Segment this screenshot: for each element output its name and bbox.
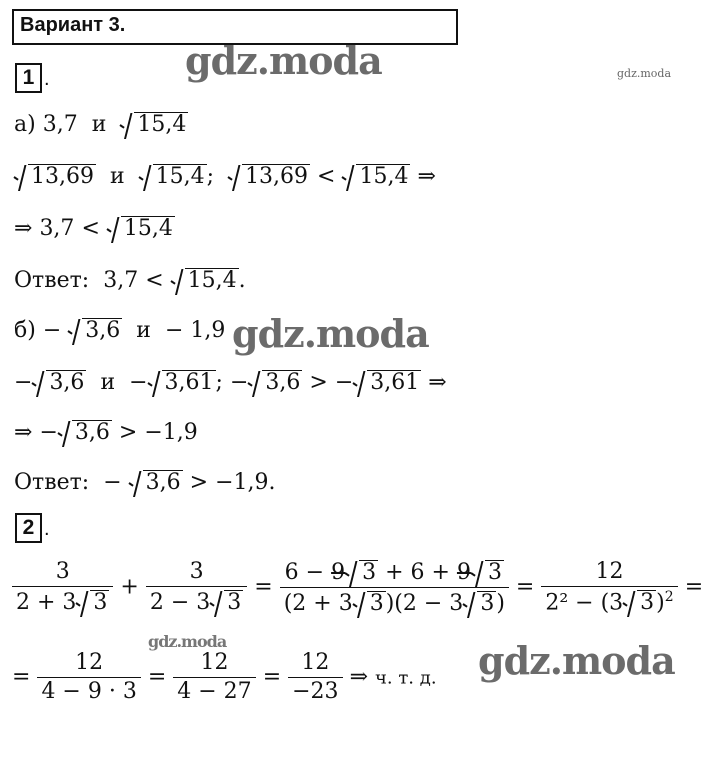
task1-line-b2: − 3,6 и − 3,61; − 3,6 > − 3,61 ⇒ [14, 370, 447, 395]
watermark: gdz.moda [148, 632, 227, 651]
fraction: $\frac{12}{-23}$ [288, 652, 342, 703]
task-number-1: 1 [15, 63, 42, 93]
fraction: 3 2 − 3 3 [146, 561, 247, 614]
task1-answer-b: Ответ: − 3,6 > −1,9. [14, 470, 276, 495]
fraction: 12 2² − (3 3)$^2$ [541, 561, 677, 614]
task1-line-b: б) − 3,6 и − 1,9 [14, 318, 226, 343]
fraction: 3 2 + 3 3 [12, 561, 113, 614]
task-number-2: 2 [15, 513, 42, 543]
fraction: $\frac{12}{4 - 9 \cdot 3}$ [37, 652, 140, 703]
fraction: $\frac{12}{4 - 27}$ [173, 652, 255, 703]
task2-row-1: 3 2 + 3 3 + 3 2 − 3 3 = 6 − 9 3 + 6 + 9 3 (2 + 3 3)(2 − 3 3) = 12 2² − (3 3)$^2$ = [12, 560, 703, 615]
fraction: 6 − 9 3 + 6 + 9 3 (2 + 3 3)(2 − 3 3) [280, 560, 509, 615]
task2-row-2: = $\frac{12}{4 - 9 \cdot 3}$ = $\frac{12}{4 - 27}$ = $\frac{12}{-23}$ ⇒ ч. т. д. [12, 650, 437, 704]
task1-line-a3: ⇒ 3,7 < 15,4 [14, 216, 173, 241]
watermark: gdz.moda [617, 67, 672, 80]
task1-line-a: а) 3,7 и 15,4 [14, 112, 187, 137]
watermark: gdz.moda [185, 38, 382, 83]
task-number-dot: . [44, 68, 50, 90]
task-number-dot: . [44, 518, 50, 540]
task1-line-a2: 13,69 и 15,4; 13,69 < 15,4 ⇒ [14, 164, 436, 188]
task1-answer-a: Ответ: 3,7 < 15,4. [14, 268, 246, 293]
watermark: gdz.moda [232, 311, 429, 356]
task1-line-b3: ⇒ − 3,6 > −1,9 [14, 420, 198, 445]
watermark: gdz.moda [478, 638, 675, 683]
variant-title: Вариант 3. [20, 14, 126, 36]
